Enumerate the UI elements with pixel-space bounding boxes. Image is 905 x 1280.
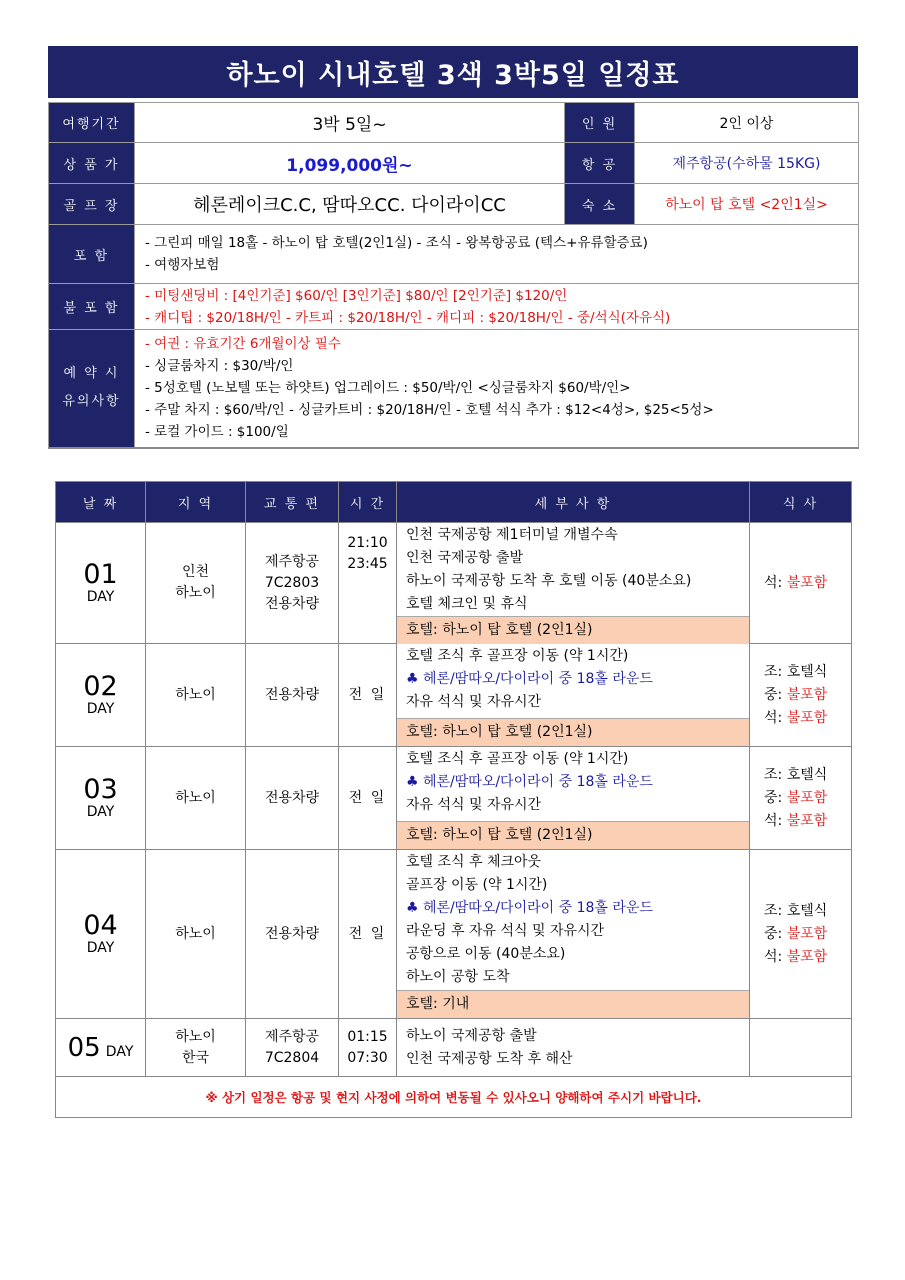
airline-label: 항 공: [565, 143, 635, 184]
meal-value: 호텔식: [786, 902, 828, 919]
day-number: 04: [83, 910, 118, 941]
meal-type: 조:: [764, 766, 787, 783]
detail-line: 하노이 국제공항 출발: [406, 1028, 537, 1044]
region-line: 하노이: [175, 1028, 216, 1045]
details-cell: [397, 747, 750, 850]
exclude-line: - 미팅샌딩비 : [4인기준] $60/인 [3인기준] $80/인 [2인기준] $120/인: [145, 287, 568, 304]
day-row: [56, 1019, 852, 1077]
include-label: 포 함: [49, 225, 135, 284]
meal-type: 중:: [764, 686, 787, 703]
region-line: 인천: [181, 564, 210, 580]
meal-line: [750, 787, 851, 810]
exclude-label: 불 포 함: [49, 284, 135, 330]
region-cell: [146, 1019, 246, 1077]
header-date: 날 짜: [56, 482, 146, 523]
day-label: DAY: [86, 804, 115, 820]
day-number: 03: [83, 774, 118, 805]
transport-line: 전용차량: [264, 925, 320, 942]
region-line: 하노이: [175, 925, 216, 942]
transport-cell: [246, 1019, 339, 1077]
price-value: 1,099,000원~: [135, 143, 565, 184]
time-cell: [339, 850, 397, 1019]
meals-cell: [750, 747, 852, 850]
region-line: 하노이: [175, 789, 216, 806]
detail-line: 호텔 조식 후 골프장 이동 (약 1시간): [406, 751, 629, 767]
meals-cell: [750, 1019, 852, 1077]
meals-cell: [750, 644, 852, 747]
hotel-note: 호텔: 하노이 탑 호텔 (2인1실): [397, 821, 749, 849]
time-cell: [339, 644, 397, 747]
meal-type: 석:: [764, 948, 787, 965]
hotel-note: 호텔: 기내: [397, 990, 749, 1018]
detail-line: 인천 국제공항 도착 후 해산: [406, 1051, 573, 1067]
meal-value: 불포함: [786, 686, 828, 703]
meal-value: 호텔식: [786, 663, 828, 680]
detail-line: 하노이 공항 도착: [406, 969, 510, 985]
meal-line: [750, 923, 851, 946]
time-line: 21:10: [347, 535, 388, 551]
time-line: 전 일: [348, 789, 387, 806]
detail-line: ♣ 헤론/땀따오/다이라이 중 18홀 라운드: [406, 671, 653, 687]
notes-label: [49, 330, 135, 448]
meals-cell: [750, 523, 852, 644]
meal-type: 중:: [764, 789, 787, 806]
info-table: [48, 102, 859, 449]
header-details: 세 부 사 항: [397, 482, 750, 523]
notes-line: - 싱글룸차지 : $30/박/인: [145, 358, 294, 375]
header-transport: 교 통 편: [246, 482, 339, 523]
stay-label: 숙 소: [565, 184, 635, 225]
region-cell: [146, 850, 246, 1019]
day-label: DAY: [86, 940, 115, 956]
day-cell: [56, 1019, 146, 1077]
region-cell: [146, 747, 246, 850]
meal-line: [750, 900, 851, 923]
include-line: - 여행자보험: [145, 257, 220, 273]
notes-line: - 여권 : 유효기간 6개월이상 필수: [145, 336, 341, 353]
detail-line: 호텔 조식 후 체크아웃: [406, 854, 542, 870]
time-line: 07:30: [347, 1049, 388, 1066]
day-row: [56, 747, 852, 850]
transport-cell: [246, 747, 339, 850]
detail-line: 자유 석식 및 자유시간: [406, 797, 542, 813]
region-line: 한국: [181, 1049, 210, 1066]
meal-line: [750, 707, 851, 730]
meal-line: [750, 764, 851, 787]
meal-line: [750, 684, 851, 707]
region-cell: [146, 644, 246, 747]
transport-line: 전용차량: [264, 686, 320, 703]
meal-value: 호텔식: [786, 766, 828, 783]
detail-line: ♣ 헤론/땀따오/다이라이 중 18홀 라운드: [406, 774, 653, 790]
golf-label: 골 프 장: [49, 184, 135, 225]
detail-line: 라운딩 후 자유 석식 및 자유시간: [406, 923, 605, 939]
day-cell: [56, 644, 146, 747]
region-line: 하노이: [175, 585, 216, 601]
time-line: 23:45: [347, 556, 388, 572]
time-line: 전 일: [348, 925, 387, 942]
page-title: 하노이 시내호텔 3색 3박5일 일정표: [48, 46, 858, 98]
day-row: [56, 850, 852, 1019]
stay-value: 하노이 탑 호텔 <2인1실>: [635, 184, 859, 225]
notes-label-line: 유의사항: [62, 394, 121, 410]
header-time: 시 간: [339, 482, 397, 523]
detail-line: 자유 석식 및 자유시간: [406, 694, 542, 710]
day-cell: [56, 747, 146, 850]
day-number: 05: [67, 1032, 101, 1063]
meal-value: 불포함: [786, 948, 828, 965]
golf-value: 헤론레이크C.C, 땀따오CC. 다이라이CC: [135, 184, 565, 225]
detail-line: 공항으로 이동 (40분소요): [406, 946, 566, 962]
exclude-list: [135, 284, 859, 330]
day-number: 01: [83, 559, 118, 590]
meal-type: 석:: [764, 709, 787, 726]
day-row: [56, 523, 852, 644]
footnote: ※ 상기 일정은 항공 및 현지 사정에 의하여 변동될 수 있사오니 양해하여 주시기 바랍니다.: [56, 1077, 852, 1118]
detail-line: 호텔 체크인 및 휴식: [406, 596, 528, 612]
exclude-line: - 캐디팁 : $20/18H/인 - 카트피 : $20/18H/인 - 캐디피 : $20/18H/인 - 중/석식(자유식): [145, 309, 671, 326]
meal-value: 불포함: [786, 789, 828, 806]
details-cell: [397, 1019, 750, 1077]
day-cell: [56, 523, 146, 644]
day-number: 02: [83, 671, 118, 702]
details-cell: [397, 850, 750, 1019]
meal-line: [750, 946, 851, 969]
day-cell: [56, 850, 146, 1019]
notes-line: - 로컬 가이드 : $100/일: [145, 424, 289, 441]
transport-line: 전용차량: [264, 595, 320, 612]
meal-type: 중:: [764, 925, 787, 942]
notes-line: - 주말 차지 : $60/박/인 - 싱글카트비 : $20/18H/인 - 호텔 석식 추가 : $12<4성>, $25<5성>: [145, 402, 714, 419]
time-line: 01:15: [347, 1028, 388, 1045]
header-meals: 식 사: [750, 482, 852, 523]
transport-line: 제주항공: [264, 1028, 320, 1045]
meal-value: 불포함: [786, 925, 828, 942]
airline-value: 제주항공(수하물 15KG): [635, 143, 859, 184]
meal-type: 석:: [764, 812, 787, 829]
meal-type: 조:: [764, 902, 787, 919]
detail-line: 인천 국제공항 출발: [406, 550, 524, 566]
price-label: 상 품 가: [49, 143, 135, 184]
schedule-table: [55, 481, 852, 1118]
period-label: 여행기간: [49, 103, 135, 143]
time-line: 전 일: [348, 686, 387, 703]
day-label: DAY: [86, 589, 115, 605]
detail-line: 하노이 국제공항 도착 후 호텔 이동 (40분소요): [406, 573, 692, 589]
time-cell: [339, 747, 397, 850]
include-line: - 그린피 매일 18홀 - 하노이 탑 호텔(2인1실) - 조식 - 왕복항공료 (텍스+유류할증료): [145, 235, 648, 251]
transport-cell: [246, 523, 339, 644]
period-value: 3박 5일~: [135, 103, 565, 143]
notes-label-line: 예 약 시: [63, 366, 120, 382]
meal-value: 불포함: [786, 574, 828, 591]
day-label: DAY: [86, 701, 115, 717]
schedule-body: [56, 523, 852, 1077]
people-label: 인 원: [565, 103, 635, 143]
region-cell: [146, 523, 246, 644]
header-region: 지 역: [146, 482, 246, 523]
details-cell: [397, 523, 750, 644]
detail-line: ♣ 헤론/땀따오/다이라이 중 18홀 라운드: [406, 900, 653, 916]
meal-line: [750, 661, 851, 684]
detail-line: 인천 국제공항 제1터미널 개별수속: [406, 527, 618, 543]
time-cell: [339, 523, 397, 644]
transport-line: 7C2804: [264, 1049, 320, 1066]
time-cell: [339, 1019, 397, 1077]
transport-cell: [246, 644, 339, 747]
include-list: [135, 225, 859, 284]
notes-list: [135, 330, 859, 448]
detail-line: 골프장 이동 (약 1시간): [406, 877, 548, 893]
meal-value: 불포함: [786, 709, 828, 726]
meal-type: 석:: [764, 574, 787, 591]
notes-line: - 5성호텔 (노보텔 또는 하얏트) 업그레이드 : $50/박/인 <싱글룸차지 $60/박/인>: [145, 380, 631, 397]
details-cell: [397, 644, 750, 747]
day-label: DAY: [105, 1043, 134, 1060]
meal-line: [750, 810, 851, 833]
transport-line: 제주항공: [264, 553, 320, 570]
detail-line: 호텔 조식 후 골프장 이동 (약 1시간): [406, 648, 629, 664]
transport-line: 전용차량: [264, 789, 320, 806]
meal-line: [750, 572, 851, 595]
transport-line: 7C2803: [264, 574, 320, 591]
day-row: [56, 644, 852, 747]
region-line: 하노이: [175, 686, 216, 703]
transport-cell: [246, 850, 339, 1019]
people-value: 2인 이상: [635, 103, 859, 143]
hotel-note: 호텔: 하노이 탑 호텔 (2인1실): [397, 718, 749, 746]
meals-cell: [750, 850, 852, 1019]
meal-value: 불포함: [786, 812, 828, 829]
meal-type: 조:: [764, 663, 787, 680]
hotel-note: 호텔: 하노이 탑 호텔 (2인1실): [397, 616, 749, 644]
